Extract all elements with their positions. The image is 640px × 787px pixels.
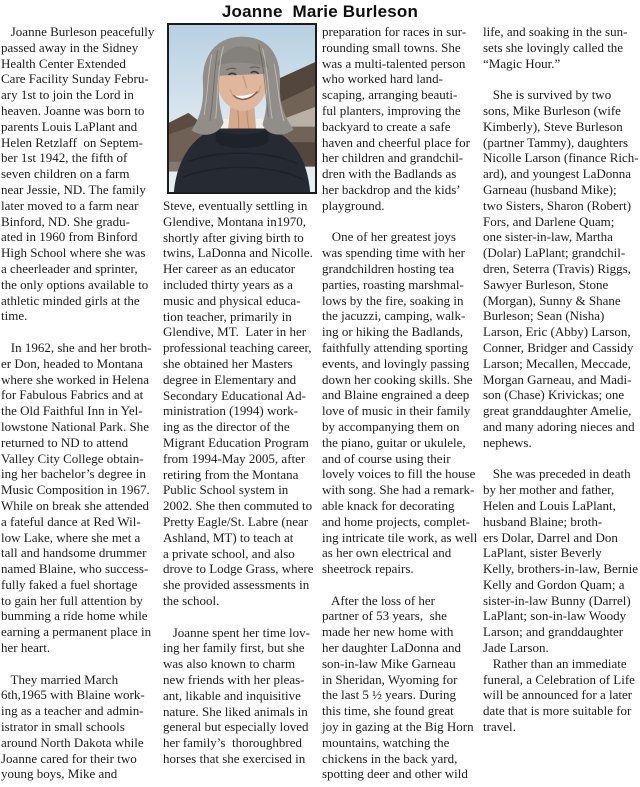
text-line: ful planters, improving the <box>322 102 461 118</box>
text-line: will be announced for a later <box>483 687 633 703</box>
text-line: rounding small towns. She <box>322 39 461 55</box>
text-line: dren with the Badlands as <box>322 166 457 182</box>
text-line: low Lake, where she met a <box>1 529 141 545</box>
text-line: near Jessie, ND. The family <box>1 181 146 197</box>
text-line: returned to ND to attend <box>1 434 129 450</box>
text-line: er Don, headed to Montana <box>1 355 143 371</box>
text-line: made her new home with <box>322 624 454 640</box>
text-column-1 <box>1 24 159 782</box>
text-line: new friends with her pleas- <box>163 671 305 687</box>
text-line: was spending time with her <box>322 245 465 261</box>
text-line: Secondary Educational Ad- <box>163 387 306 403</box>
text-line: ant, likable and inquisitive <box>163 687 301 703</box>
text-line: High School where she was <box>1 245 146 261</box>
text-line: ing as the director of the <box>163 419 290 435</box>
text-line: sheetrock repairs. <box>322 561 414 577</box>
text-line: she obtained her Masters <box>163 355 293 371</box>
text-line: Nicolle Larson (finance Rich- <box>483 150 639 166</box>
text-line: Glendive, Montana in1970, <box>163 213 306 229</box>
text-line: nephews. <box>483 434 532 450</box>
text-line: (Morgan), Sunny & Shane <box>483 292 621 308</box>
text-line: general but especially loved <box>163 719 309 735</box>
text-line: Her career as an educator <box>163 261 296 277</box>
text-line: Health Center Extended <box>1 55 126 71</box>
text-line: able knack for decorating <box>322 497 455 513</box>
text-line: Kimberly), Steve Burleson <box>483 118 623 134</box>
text-line: Music Composition in 1967. <box>1 482 150 498</box>
text-line: Joanne cared for their two <box>1 750 137 766</box>
text-line: retiring from the Montana <box>163 466 299 482</box>
text-line: haven and cheerful place for <box>322 134 470 150</box>
text-line: ary 1st to join the Lord in <box>1 87 134 103</box>
text-line: she provided assessments in <box>163 577 310 593</box>
text-line: time. <box>1 308 28 324</box>
text-line: Fors, and Darlene Quam; <box>483 213 615 229</box>
text-line: Valley City College obtain- <box>1 450 144 466</box>
text-line <box>163 609 321 625</box>
text-line: ing her bachelor’s degree in <box>1 466 146 482</box>
text-line: Steve, eventually settling in <box>163 198 308 213</box>
text-line: Migrant Education Program <box>163 434 309 450</box>
text-line: bumming a ride home while <box>1 608 148 624</box>
text-line: playground. <box>322 197 385 213</box>
text-line: One of her greatest joys <box>322 229 456 245</box>
text-line: who worked hard land- <box>322 71 443 87</box>
text-line: athletic minded girls at the <box>1 292 140 308</box>
text-line <box>322 577 480 593</box>
text-line: Larson; and granddaughter <box>483 624 624 640</box>
text-line: She is survived by two <box>483 87 612 103</box>
text-line: with song. She had a remark- <box>322 482 475 498</box>
text-line: Helen and Louis LaPlant, <box>483 497 616 513</box>
text-line: ing intricate tile work, as well <box>322 529 478 545</box>
text-line: parties, roasting marshmal- <box>322 276 464 292</box>
text-line: spotting deer and other wild <box>322 766 468 782</box>
text-line: mountains, watching the <box>322 734 450 750</box>
text-line: Glendive, MT. Later in her <box>163 324 307 340</box>
text-line: where she worked in Helena <box>1 371 149 387</box>
text-line: degree in Elementary and <box>163 371 297 387</box>
text-line: 6th,1965 with Blaine work- <box>1 687 145 703</box>
text-line: Garneau (husband Mike); <box>483 181 617 197</box>
text-line: istrator in small schools <box>1 719 125 735</box>
text-line <box>483 71 639 87</box>
text-line: ministration (1994) work- <box>163 403 299 419</box>
text-line: and home projects, complet- <box>322 513 471 529</box>
text-line: lows by the fire, soaking in <box>322 292 464 308</box>
text-line: Kelly and Gordon Quam; a <box>483 576 625 592</box>
text-line: lovely voices to fill the house <box>322 466 476 482</box>
text-line: travel. <box>483 719 516 735</box>
text-line: her family’s thoroughbred <box>163 735 302 751</box>
text-line: ers Dolar, Darrel and Don <box>483 529 618 545</box>
text-line: this time, she found great <box>322 703 454 719</box>
text-line: After the loss of her <box>322 592 436 608</box>
text-line: Joanne spent her time lov- <box>163 624 310 640</box>
text-line: ard), and youngest LaDonna <box>483 166 632 182</box>
text-line: heaven. Joanne was born to <box>1 102 145 118</box>
text-line: Public School system in <box>163 482 289 498</box>
text-line: preparation for races in sur- <box>322 24 467 39</box>
text-line: the jacuzzi, camping, walk- <box>322 308 466 324</box>
text-line: one sister-in-law, Martha <box>483 229 613 245</box>
text-line: husband Blaine; broth- <box>483 513 603 529</box>
text-line: a fateful dance at Red Wil- <box>1 513 141 529</box>
text-line: great granddaughter Amelie, <box>483 403 632 419</box>
text-line: included thirty years as a <box>163 276 293 292</box>
text-line: faithfully attending sporting <box>322 339 468 355</box>
text-line <box>322 214 480 230</box>
text-line: her heart. <box>1 640 51 656</box>
text-line: her children and grandchil- <box>322 150 464 166</box>
text-line: two Sisters, Sharon (Robert) <box>483 197 632 213</box>
text-line: the last 5 ½ years. During <box>322 687 456 703</box>
text-line: ing or hiking the Badlands, <box>322 324 464 340</box>
text-line: the school. <box>163 592 220 608</box>
text-line: sister-in-law Bunny (Darrel) <box>483 592 631 608</box>
text-line: 2002. She then commuted to <box>163 498 313 514</box>
text-line: down her cooking skills. She <box>322 371 473 387</box>
text-line: by accompanying them on <box>322 418 460 434</box>
text-line: a cheerleader and sprinter, <box>1 260 138 276</box>
text-line: was also known to charm <box>163 656 296 672</box>
text-line: (Dolar) LaPlant; grandchil- <box>483 245 626 261</box>
text-line: young boys, Mike and <box>1 766 118 782</box>
text-line: professional teaching career, <box>163 340 312 356</box>
text-line: son (Chase) Krivickas; one <box>483 387 625 403</box>
text-line: partner of 53 years, she <box>322 608 447 624</box>
text-line: date that is more suitable for <box>483 703 632 719</box>
text-line: Larson; Mecallen, Meccade, <box>483 355 631 371</box>
text-line: music and physical educa- <box>163 292 301 308</box>
text-line: scaping, arranging beauti- <box>322 87 458 103</box>
text-column-3 <box>322 24 480 782</box>
text-line: passed away in the Sidney <box>1 39 139 55</box>
text-line: parents Louis LaPlant and <box>1 118 138 134</box>
text-line: the piano, guitar or ukulele, <box>322 434 466 450</box>
text-line: her backdrop and the kids’ <box>322 181 461 197</box>
text-line: ing as a teacher and admin- <box>1 703 144 719</box>
text-line: and Blaine engrained a deep <box>322 387 470 403</box>
text-line: the only options available to <box>1 276 149 292</box>
text-line: from 1994-May 2005, after <box>163 450 306 466</box>
text-line: backyard to create a safe <box>322 118 451 134</box>
text-line: Helen Retzlaff on Septem- <box>1 134 143 150</box>
text-line: named Blaine, who success- <box>1 561 149 577</box>
text-line: Conner, Bridger and Cassidy <box>483 339 634 355</box>
text-line: a private school, and also <box>163 545 295 561</box>
text-line: ated in 1960 from Binford <box>1 229 138 245</box>
text-line: Ashland, MT) to teach at <box>163 529 294 545</box>
text-line: ing her family first, but she <box>163 640 305 656</box>
text-line: to gain her full attention by <box>1 592 143 608</box>
text-line: her daughter LaDonna and <box>322 640 461 656</box>
text-line: While on break she attended <box>1 497 149 513</box>
text-line: (partner Tammy), daughters <box>483 134 629 150</box>
text-line: by her mother and father, <box>483 482 615 498</box>
text-line: “Magic Hour.” <box>483 55 561 71</box>
text-line: Binford, ND. She gradu- <box>1 213 130 229</box>
text-line: earning a permanent place in <box>1 624 152 640</box>
text-line: was a multi-talented person <box>322 55 466 71</box>
text-line: ber 1st 1942, the fifth of <box>1 150 128 166</box>
text-line: life, and soaking in the sun- <box>483 24 628 39</box>
text-line: Care Facility Sunday Febru- <box>1 71 149 87</box>
text-line: tion teacher, primarily in <box>163 308 292 324</box>
text-line: joy in gazing at the Big Horn <box>322 719 474 735</box>
text-line: and of course using their <box>322 450 451 466</box>
text-line: the Old Faithful Inn in Yel- <box>1 403 143 419</box>
text-line: LaPlant, sister Beverly <box>483 545 602 561</box>
text-line: chickens in the back yard, <box>322 750 458 766</box>
text-line: sets she lovingly called the <box>483 39 624 55</box>
text-line: as her own electrical and <box>322 545 452 561</box>
portrait-photo <box>167 23 317 194</box>
text-line: In 1962, she and her broth- <box>1 339 152 355</box>
text-line: LaPlant; son-in-law Woody <box>483 608 627 624</box>
text-line: fully faked a fuel shortage <box>1 576 138 592</box>
text-line: nature. She liked animals in <box>163 703 308 719</box>
text-line: Kelly, brothers-in-law, Bernie <box>483 561 638 577</box>
text-line: She was preceded in death <box>483 466 631 482</box>
text-line <box>1 656 159 672</box>
text-line: Pretty Eagle/St. Labre (near <box>163 513 309 529</box>
text-line: around North Dakota while <box>1 734 144 750</box>
text-line: Joanne Burleson peacefully <box>1 24 155 39</box>
text-line: grandchildren hosting tea <box>322 260 455 276</box>
text-line <box>1 324 159 340</box>
text-line: funeral, a Celebration of Life <box>483 671 635 687</box>
text-line: for Fabulous Fabrics and at <box>1 387 144 403</box>
text-line: Burleson; Sean (Nisha) <box>483 308 605 324</box>
text-line: and many adoring nieces and <box>483 418 635 434</box>
text-line: twins, LaDonna and Nicolle. <box>163 245 313 261</box>
text-line: drove to Lodge Grass, where <box>163 561 314 577</box>
text-column-4 <box>483 24 639 735</box>
text-line: in Sheridan, Wyoming for <box>322 671 458 687</box>
text-line: They married March <box>1 671 119 687</box>
text-line: Rather than an immediate <box>483 655 627 671</box>
text-line: love of music in their family <box>322 403 471 419</box>
text-line: sons, Mike Burleson (wife <box>483 102 621 118</box>
text-line: horses that she exercised in <box>163 750 306 766</box>
text-line: seven children on a farm <box>1 166 130 182</box>
text-line: shortly after giving birth to <box>163 229 304 245</box>
text-line: later moved to a farm near <box>1 197 139 213</box>
text-line <box>483 451 639 467</box>
text-line: tall and handsome drummer <box>1 545 147 561</box>
text-line: Jade Larson. <box>483 640 549 656</box>
text-line: Sawyer Burleson, Stone <box>483 276 609 292</box>
text-column-2 <box>163 198 321 767</box>
text-line: Larson, Eric (Abby) Larson, <box>483 324 631 340</box>
text-line: events, and lovingly passing <box>322 355 470 371</box>
text-line: Morgan Garneau, and Madi- <box>483 371 632 387</box>
text-line: dren, Seterra (Travis) Riggs, <box>483 260 631 276</box>
text-line: lowstone National Park. She <box>1 418 150 434</box>
page-title: Joanne Marie Burleson <box>221 2 419 21</box>
portrait-illustration <box>169 25 315 192</box>
text-line: son-in-law Mike Garneau <box>322 655 456 671</box>
